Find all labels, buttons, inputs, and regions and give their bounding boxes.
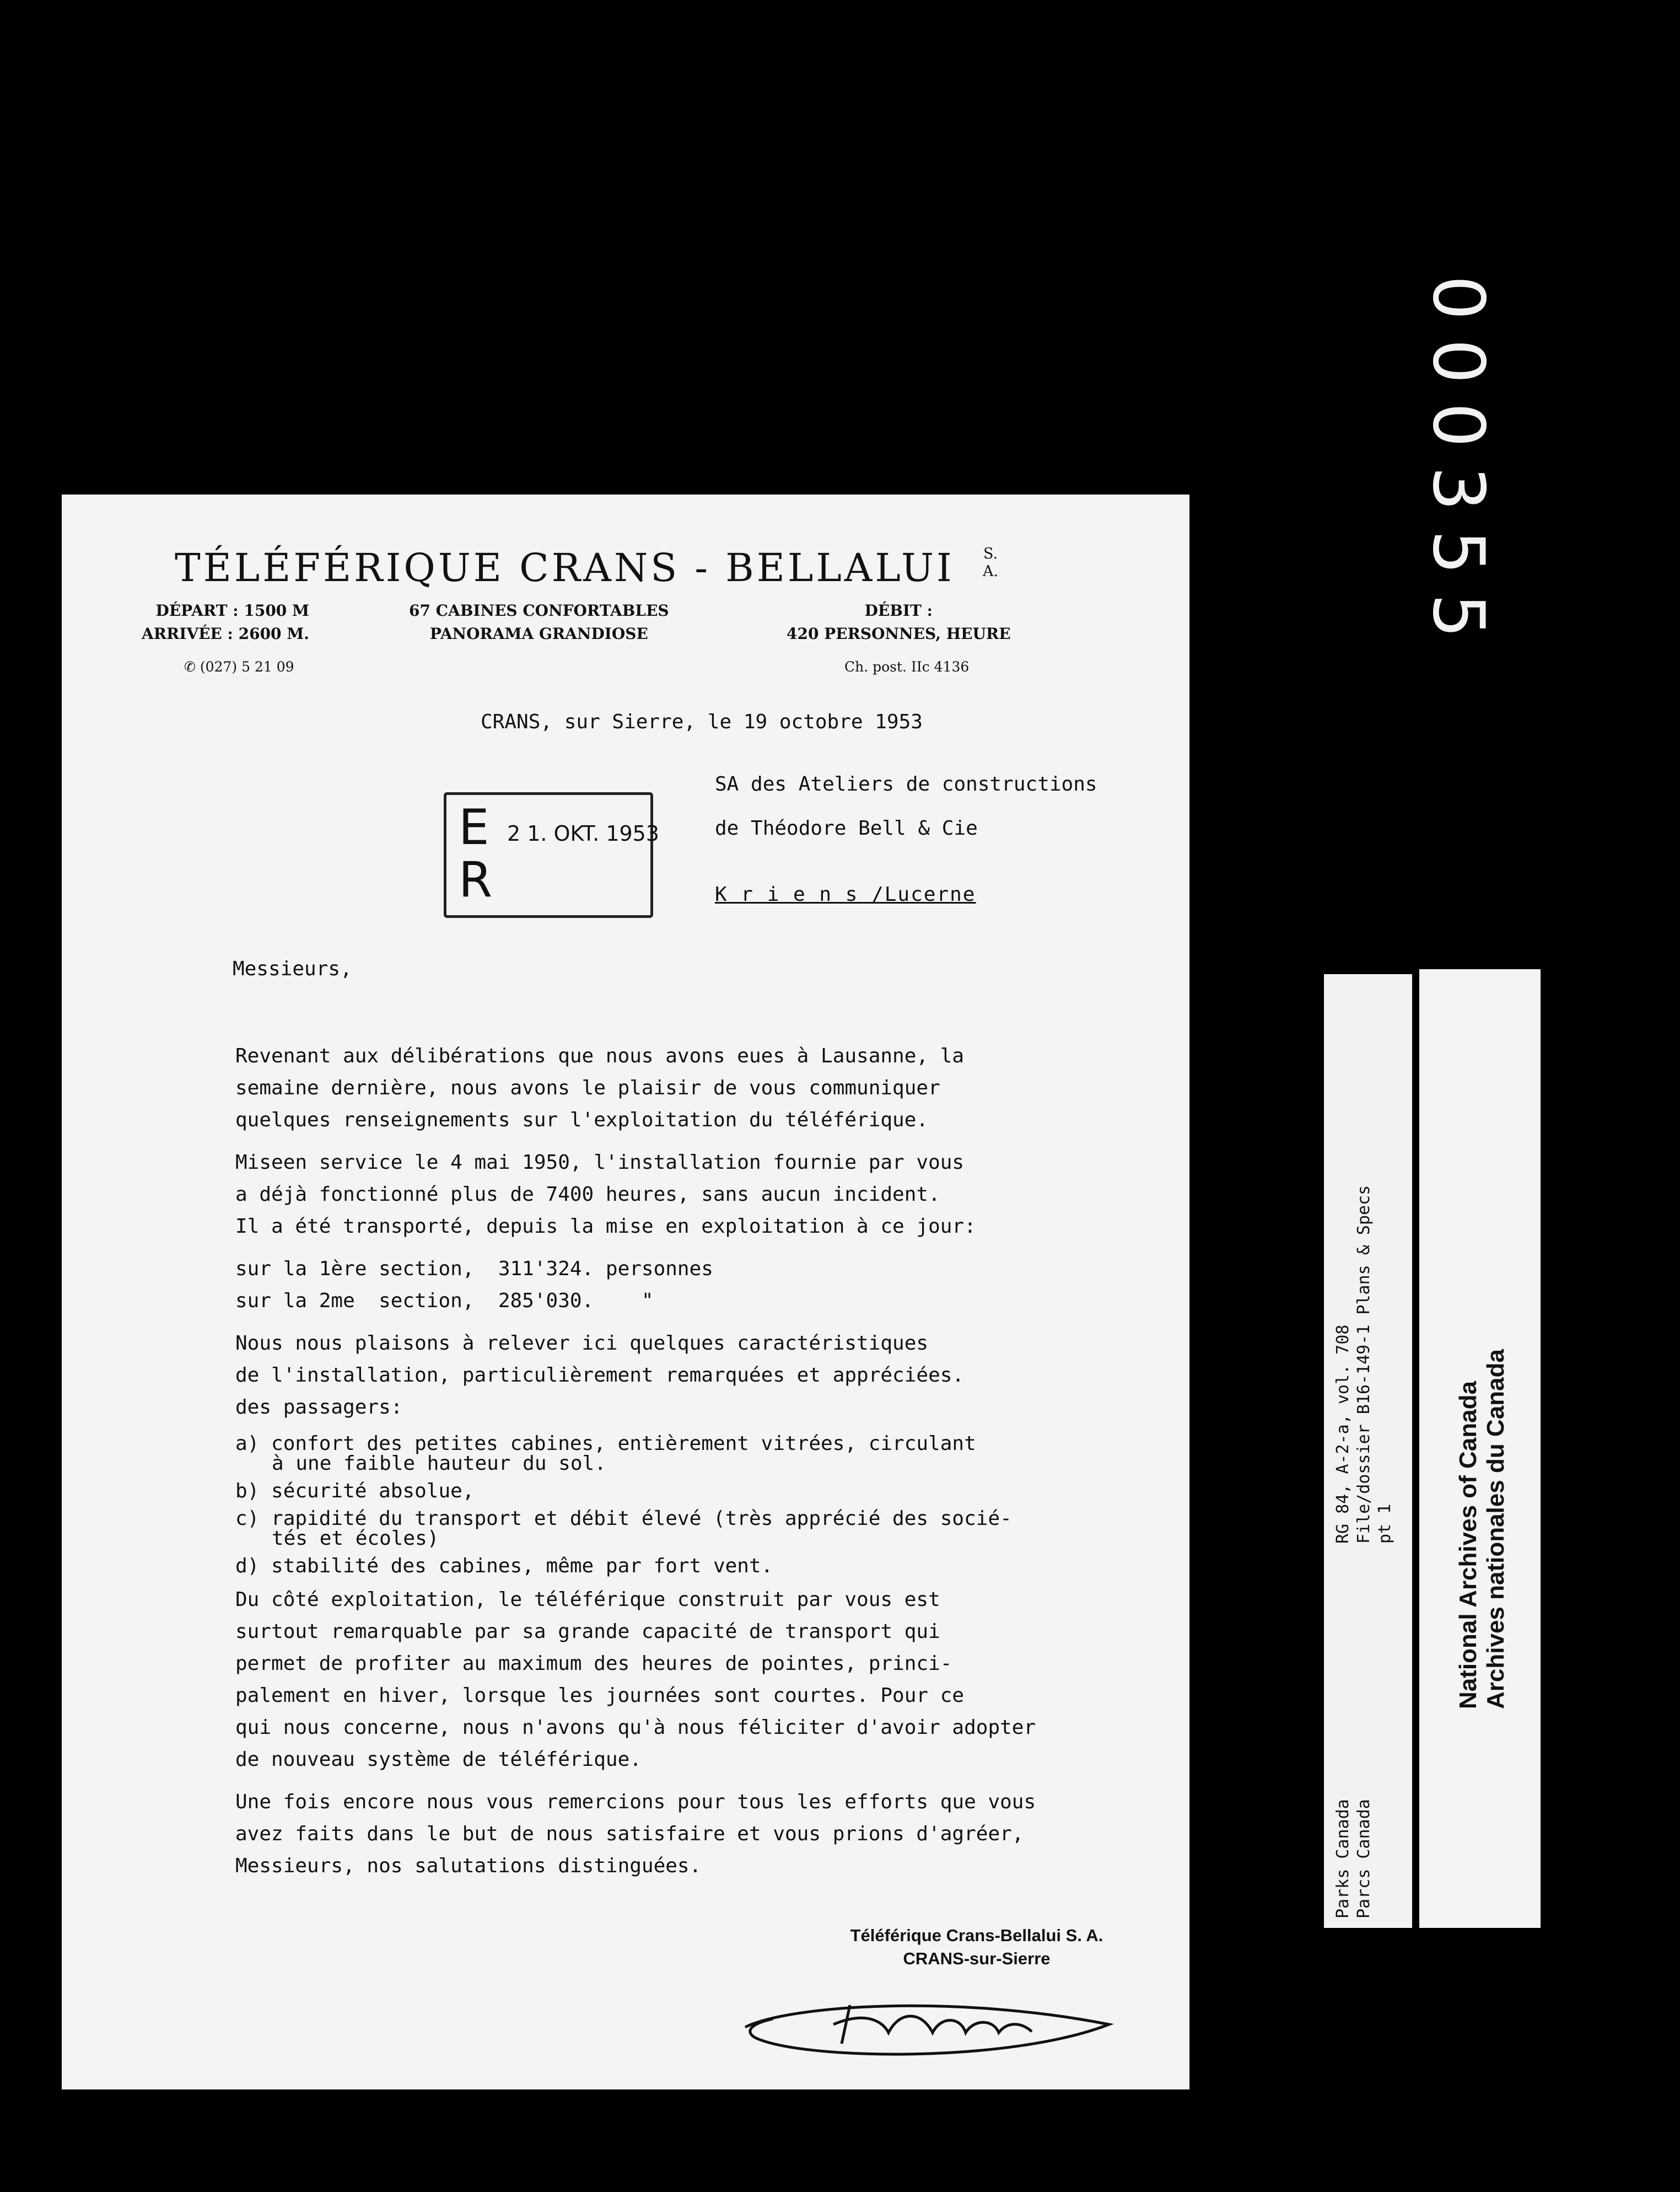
- recipient-line-1: SA des Ateliers de constructions: [715, 773, 1097, 796]
- salutation: Messieurs,: [233, 958, 352, 980]
- paragraph-1-line-1: Revenant aux délibérations que nous avons eues à Lausanne, la: [235, 1045, 965, 1067]
- list-item-c-line-1: c) rapidité du transport et débit élevé (très apprécié des socié-: [235, 1507, 1012, 1530]
- paragraph-6-line-1: Une fois encore nous vous remercions pour tous les efforts que vous: [235, 1791, 1036, 1813]
- letterhead-title: TÉLÉFÉRIQUE CRANS - BELLALUI: [175, 545, 955, 590]
- list-item-b: [235, 1481, 1145, 1501]
- list-item-c-line-2: tés et écoles): [272, 1527, 439, 1550]
- list-item-a-line-2: à une faible hauteur du sol.: [272, 1452, 606, 1475]
- letterhead-debit: DÉBIT :: [864, 601, 933, 620]
- paragraph-5-line-6: de nouveau système de téléférique.: [235, 1748, 642, 1771]
- list-item-d-text: d) stabilité des cabines, même par fort vent.: [235, 1555, 773, 1577]
- phone-number: (027) 5 21 09: [200, 659, 294, 675]
- letterhead-sa-top: S.: [983, 545, 998, 562]
- letterhead-capacity: [787, 599, 1011, 646]
- letterhead-altitudes: [142, 599, 309, 646]
- archive-ref-line-3: pt 1: [1375, 1503, 1394, 1544]
- letterhead-postal-account: Ch. post. IIc 4136: [844, 659, 970, 675]
- frame-number-text: 000355: [1417, 275, 1499, 657]
- letterhead-sa: [974, 545, 1007, 581]
- paragraph-1-line-3: quelques renseignements sur l'exploitation du téléférique.: [235, 1109, 929, 1131]
- paragraph-2-line-1: Miseen service le 4 mai 1950, l'installation fournie par vous: [235, 1151, 965, 1174]
- paragraph-5-line-5: qui nous concerne, nous n'avons qu'à nous féliciter d'avoir adopter: [235, 1716, 1036, 1739]
- closing-block: [811, 1924, 1142, 1970]
- paragraph-4-line-2: de l'installation, particulièrement remarquées et appréciées.: [235, 1364, 965, 1387]
- paragraph-1: [235, 1040, 1145, 1136]
- archive-ref-line-1: RG 84, A-2-a, vol. 708: [1333, 1324, 1353, 1544]
- paragraph-2-line-2: a déjà fonctionné plus de 7400 heures, sans aucun incident.: [235, 1183, 940, 1206]
- paragraph-3-line-2: sur la 2me section, 285'030. ": [235, 1290, 654, 1312]
- letterhead-depart: DÉPART : 1500 M: [155, 601, 310, 620]
- recipient-line-2: de Théodore Bell & Cie: [715, 817, 978, 840]
- phone-icon: ✆: [184, 659, 200, 675]
- stamp-date: 2 1. OKT. 1953: [507, 821, 660, 846]
- paragraph-4-line-3: des passagers:: [235, 1396, 403, 1419]
- list-item-a: [235, 1434, 1145, 1474]
- paragraph-3-line-1: sur la 1ère section, 311'324. personnes: [235, 1258, 713, 1280]
- letter-page: [62, 495, 1189, 2089]
- stamp-letter-e: E: [459, 799, 489, 856]
- paragraph-6: [235, 1786, 1145, 1882]
- paragraph-1-line-2: semaine dernière, nous avons le plaisir de vous communiquer: [235, 1077, 940, 1099]
- letterhead-panorama: PANORAMA GRANDIOSE: [429, 625, 648, 643]
- letterhead-personnes: 420 PERSONNES, HEURE: [787, 625, 1011, 643]
- letterhead-cabins: [409, 599, 669, 646]
- received-stamp: [444, 792, 660, 918]
- paragraph-5-line-4: palement en hiver, lorsque les journées sont courtes. Pour ce: [235, 1684, 965, 1707]
- national-archives-en: National Archives of Canada: [1455, 1381, 1482, 1709]
- letter-body: [235, 1040, 1145, 1893]
- letterhead-cabines: 67 CABINES CONFORTABLES: [409, 601, 669, 620]
- paragraph-4: [235, 1328, 1145, 1423]
- closing-place: CRANS-sur-Sierre: [903, 1949, 1051, 1968]
- microfilm-frame-number: [1417, 232, 1499, 700]
- handwritten-signature: [723, 1972, 1142, 2066]
- paragraph-5-line-2: surtout remarquable par sa grande capacité de transport qui: [235, 1620, 940, 1643]
- paragraph-5: [235, 1584, 1145, 1776]
- date-line: CRANS, sur Sierre, le 19 octobre 1953: [481, 711, 923, 733]
- national-archives-fr: Archives nationales du Canada: [1482, 1349, 1509, 1709]
- list-item-d: [235, 1556, 1145, 1576]
- list-item-b-text: b) sécurité absolue,: [235, 1480, 475, 1502]
- list-item-a-line-1: a) confort des petites cabines, entièrement vitrées, circulant: [235, 1432, 976, 1455]
- letterhead-arrivee: ARRIVÉE : 2600 M.: [142, 625, 310, 643]
- paragraph-5-line-3: permet de profiter au maximum des heures de pointes, princi-: [235, 1652, 952, 1675]
- letterhead-phone: [184, 659, 294, 675]
- paragraph-2: [235, 1147, 1145, 1243]
- paragraph-4-line-1: Nous nous plaisons à relever ici quelques caractéristiques: [235, 1332, 929, 1355]
- parks-canada-en: Parks Canada: [1333, 1799, 1353, 1919]
- paragraph-3: [235, 1253, 1145, 1317]
- paragraph-5-line-1: Du côté exploitation, le téléférique construit par vous est: [235, 1588, 940, 1611]
- closing-company: Téléférique Crans-Bellalui S. A.: [850, 1926, 1103, 1945]
- stamp-letter-r: R: [459, 851, 493, 908]
- list-item-c: [235, 1509, 1145, 1549]
- recipient-line-3: K r i e n s /Lucerne: [715, 883, 976, 906]
- archive-ref-line-2: File/dossier B16-149-1 Plans & Specs: [1354, 1185, 1374, 1544]
- paragraph-6-line-2: avez faits dans le but de nous satisfaire et vous prions d'agréer,: [235, 1823, 1024, 1845]
- letterhead-sa-bottom: A.: [982, 563, 999, 580]
- paragraph-2-line-3: Il a été transporté, depuis la mise en exploitation à ce jour:: [235, 1215, 976, 1238]
- parks-canada-fr: Parcs Canada: [1354, 1799, 1374, 1919]
- paragraph-6-line-3: Messieurs, nos salutations distinguées.: [235, 1855, 702, 1877]
